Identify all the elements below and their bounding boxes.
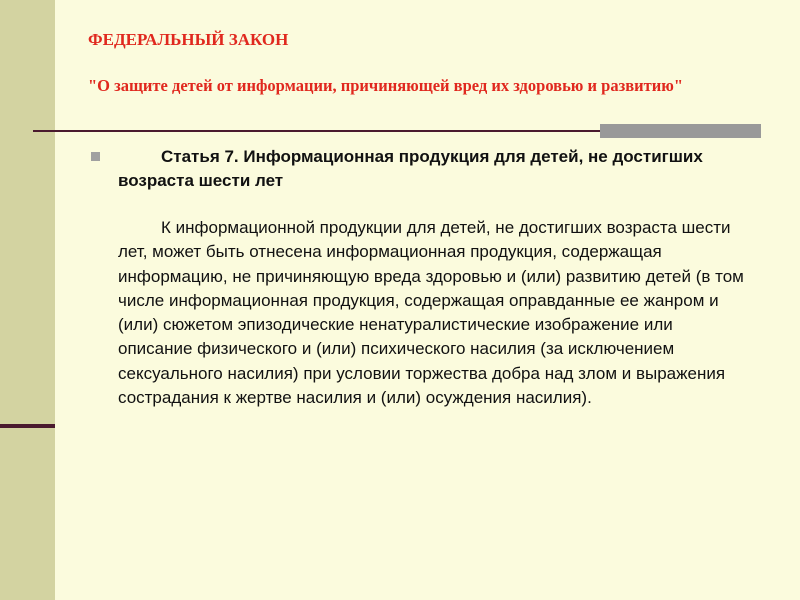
square-bullet-icon (91, 152, 100, 161)
slide-content (118, 145, 748, 410)
title-divider-accent (600, 124, 761, 138)
article-body: К информационной продукции для детей, не достигших возраста шести лет, может быть отнесена информационная продукция, содержащая информацию, не причиняющую вреда здоровью и (или) развитию детей (в том числе информационная продукция, содержащая оправданные ее жанром и (или) сюжетом эпизодические ненатуралистические изображение или описание физического и (или) психического насилия (за исключением сексуального насилия) при условии торжества добра над злом и выражения сострадания к жертве насилия и (или) осуждения насилия). (118, 218, 744, 408)
slide-title-block (88, 28, 748, 98)
article-heading: Статья 7. Информационная продукция для детей, не достигших возраста шести лет (118, 147, 703, 190)
left-decorative-band (0, 0, 55, 600)
law-subtitle: "О защите детей от информации, причиняющей вред их здоровью и развитию" (88, 76, 684, 95)
left-band-divider-mark (0, 424, 55, 428)
law-title: ФЕДЕРАЛЬНЫЙ ЗАКОН (88, 30, 289, 49)
